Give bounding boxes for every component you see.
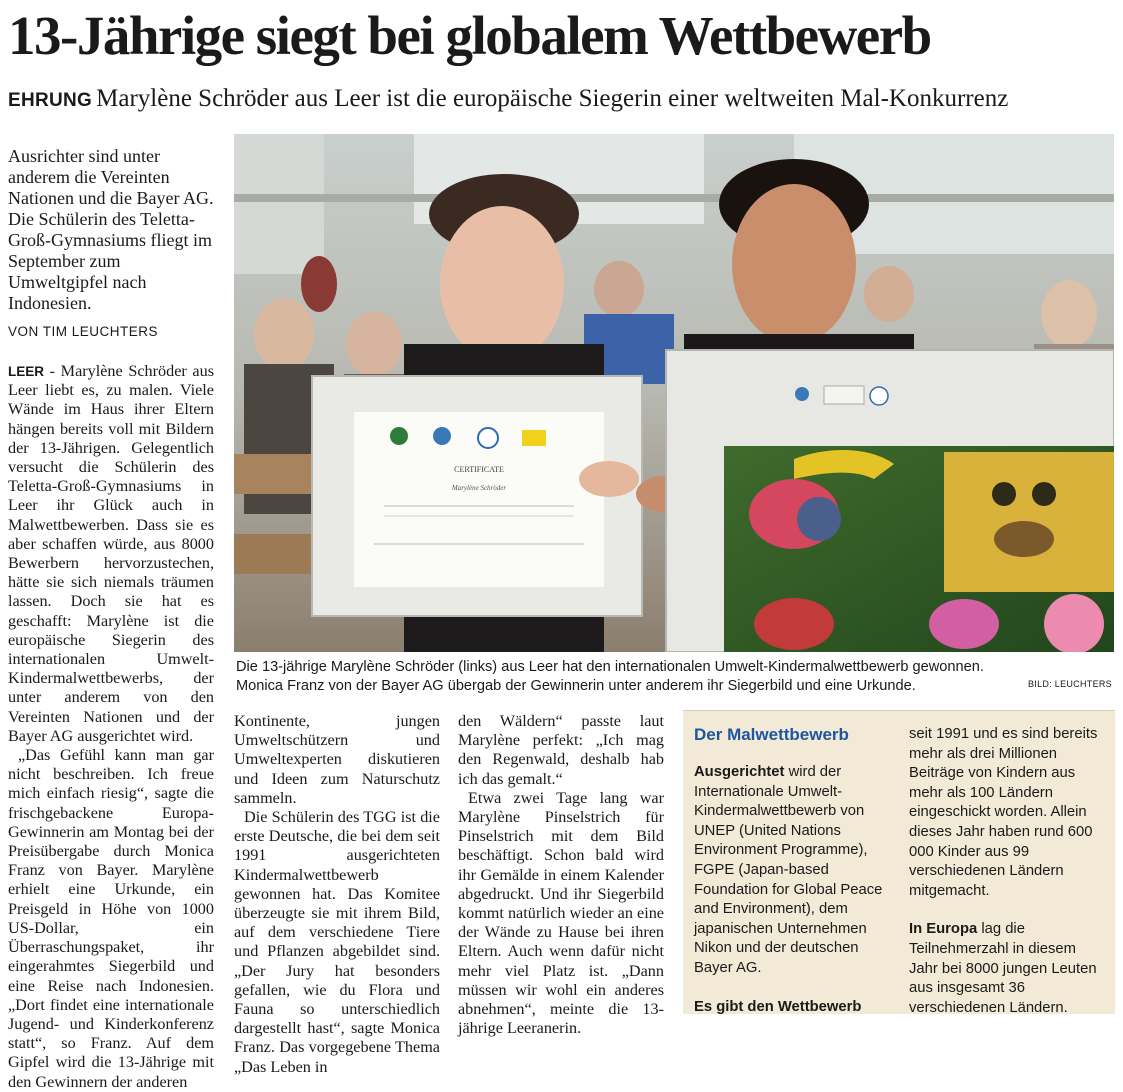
paragraph: Etwa zwei Tage lang war Marylène Pinselstrich für Pinselstrich mit dem Bild beschäftigt. Schon bald wird ihr Gemälde in einem Kalender abgedruckt. Und ihr Siegerbild kommt natürlich wieder an eine der Wände zu Hause bei ihren Eltern. Auch wenn dafür nicht mehr viel Platz ist. „Dann müssen wir wohl ein anderes abnehmen“, meinte die 13-jährige Leeranerin. [458, 788, 664, 1038]
info-box-text: lag die Teilnehmerzahl in diesem Jahr bei 8000 jungen Leuten aus insgesamt 36 verschiedenen Ländern. [909, 921, 1097, 1016]
subheadline [8, 83, 1118, 117]
byline: VON TIM LEUCHTERS [8, 324, 159, 339]
paragraph: Die Schülerin des TGG ist die erste Deutsche, die bei dem seit 1991 ausgerichteten Kindermalwettbewerb gewonnen hat. Das Komitee überzeugte sie mit ihrem Bild, auf dem verschiedene Tiere und Pflanzen abgebildet sind. „Der Jury hat besonders gefallen, wie du Flora und Fauna so unterschiedlich dargestellt hast“, sagte Monica Franz. Das vorgegebene Thema „Das Leben in [234, 808, 440, 1076]
paragraph: den Wäldern“ passte laut Marylène perfekt: „Ich mag den Regenwald, deshalb hab ich das gemalt.“ [458, 712, 664, 788]
info-box-column-1 [694, 763, 892, 1017]
caption-line: Die 13-jährige Marylène Schröder (links) aus Leer hat den internationalen Umwelt-Kindermalwettbewerb gewonnen. [236, 659, 984, 675]
photo-credit: BILD: LEUCHTERS [1027, 678, 1112, 689]
article-column-1 [8, 362, 214, 1092]
info-box-column-2 [909, 725, 1107, 1018]
info-box-text: seit 1991 und es sind bereits mehr als drei Millionen Beiträge von Kindern aus mehr als 100 Ländern eingeschickt worden. Allein dieses Jahr haben rund 600 000 Kinder aus 99 verschiedenen Ländern mitgemacht. [909, 726, 1098, 899]
certificate-title: CERTIFICATE [454, 465, 504, 474]
article-column-2 [234, 712, 440, 1077]
dateline: LEER [8, 364, 45, 379]
paragraph: „Das Gefühl kann man gar nicht beschreiben. Ich freue mich einfach riesig“, sagte die frischgebackene Europa-Gewinnerin am Montag bei der Preisübergabe durch Monica Franz von Bayer. Marylène erhielt eine Urkunde, ein Preisgeld in Höhe von 1000 US-Dollar, ein Überraschungspaket, ihr eingerahmtes Siegerbild und eine Reise nach Indonesien. „Dort findet eine internationale Jugend- und Kinderkonferenz statt“, so Franz. Auf dem Gipfel wird die 13-Jährige mit den Gewinnern der anderen [8, 746, 214, 1091]
intro-text: Ausrichter sind unter anderem die Vereinten Nationen und die Bayer AG. Die Schülerin des Teletta-Groß-Gymnasiums fliegt im September zum Umweltgipfel nach Indonesien. [8, 146, 214, 313]
info-box-bold: Es gibt den Wettbewerb [694, 998, 862, 1015]
paragraph: Kontinente, jungen Umweltschützern und Umweltexperten diskutieren und Ideen zum Naturschutz sammeln. [234, 712, 440, 807]
info-box-title: Der Malwettbewerb [694, 725, 849, 744]
caption-line: Monica Franz von der Bayer AG übergab der Gewinnerin unter anderem ihr Siegerbild und eine Urkunde. [236, 677, 916, 694]
subheadline-text: Marylène Schröder aus Leer ist die europäische Siegerin einer weltweiten Mal-Konkurrenz [96, 85, 1009, 112]
article-column-3 [458, 712, 664, 1038]
info-box-bold: Ausgerichtet [694, 764, 785, 780]
info-box-text: wird der Internationale Umwelt-Kindermalwettbewerb von UNEP (United Nations Environment Programme), FGPE (Japan-based Foundation for Global Peace and Environment), dem japanischen Unternehmen Nikon und der deutschen Bayer AG. [694, 764, 883, 976]
certificate-name: Marylène Schröder [451, 484, 507, 492]
info-box [683, 710, 1115, 1014]
headline: 13-Jährige siegt bei globalem Wettbewerb [8, 5, 931, 66]
kicker-label: EHRUNG [8, 90, 93, 111]
paragraph: - Marylène Schröder aus Leer liebt es, zu malen. Viele Wände im Haus ihrer Eltern hängen bereits voll mit Bildern der 13-Jährigen. Gelegentlich versucht die Schülerin des Teletta-Groß-Gymnasiums in Leer ihr Glück auch in Malwettbewerben. Dass sie es aber schaffen würde, aus 8000 Bewerbern hervorzustechen, hätte sie sich niemals träumen lassen. Doch sie hat es geschafft: Marylène ist die europäische Siegerin des internationalen Umwelt-Kindermalwettbewerbs, der unter anderem von den Vereinten Nationen und der Bayer AG ausgerichtet wird. [8, 362, 214, 745]
info-box-bold: In Europa [909, 921, 978, 938]
article-photo [234, 134, 1114, 652]
photo-caption [236, 658, 1116, 695]
